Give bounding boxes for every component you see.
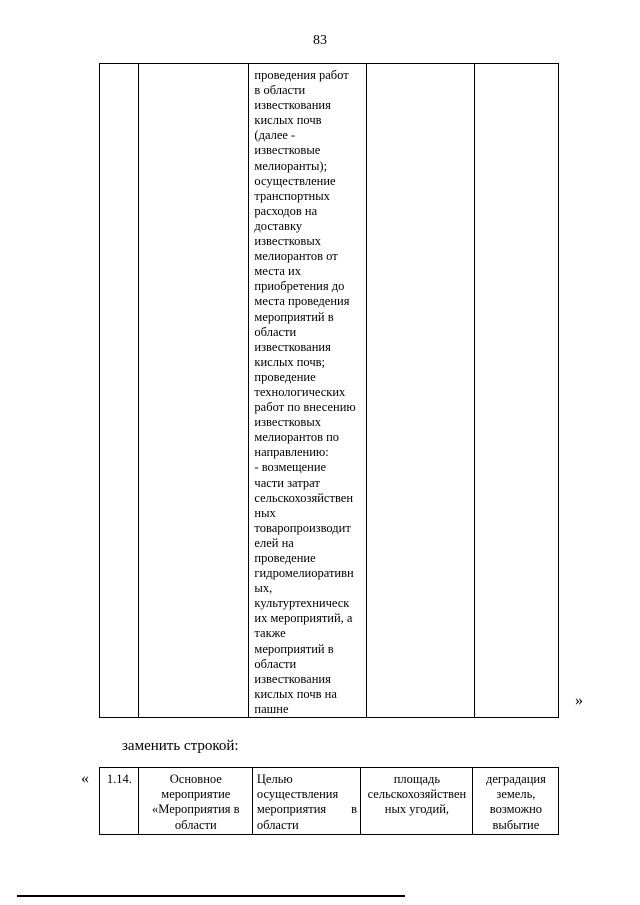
table-cell-indicator [361,768,473,835]
description-line: проведение [254,551,316,565]
table-cell-name [138,64,249,718]
description-line: ых, [254,581,273,596]
description-word: мероприятия [256,802,327,817]
indicator-line: сельскохозяйствен [367,787,467,802]
consequence-line: выбытие [492,817,540,832]
description-line: части затрат [254,475,320,490]
table-cell-consequence [475,64,559,718]
description-line: культуртехническ [254,596,350,611]
description-line: области [254,324,297,339]
table-cell-indicator [367,64,475,718]
description-line: Целью [256,772,293,786]
description-line: проведение [254,369,316,384]
description-line: доставку [254,218,303,233]
description-line: места их [254,264,301,279]
description-line: ных [254,505,276,520]
description-line: (далее - [254,128,296,143]
description-line: елей на [254,535,294,550]
table-cell-description [249,64,367,718]
table-cell-number [100,768,139,835]
table-row [100,768,559,835]
description-line: мелиорантов от [254,249,338,264]
table-cell-name [138,768,252,835]
description-line: известкования [254,671,331,686]
consequence-line: деградация [485,772,546,786]
description-line: мелиорантов по [254,430,340,445]
bottom-table-replacement [99,767,559,835]
description-line: - возмещение [254,460,327,475]
description-line: осуществления [256,787,339,802]
description-line: товаропроизводит [254,520,351,535]
name-line: Основное [169,772,222,786]
description-line: известковые [254,143,321,158]
description-line: расходов на [254,203,318,218]
description-line: области [256,817,299,832]
top-table-continuation [99,63,559,718]
description-line: известкования [254,98,331,113]
description-text [254,68,362,717]
description-line: кислых почв; [254,354,326,369]
indicator-line: ных угодий, [384,802,450,817]
consequence-line: возможно [489,802,543,817]
description-line: сельскохозяйствен [254,490,354,505]
description-line: осуществление [254,173,336,188]
description-line: транспортных [254,188,330,203]
description-line: мелиоранты); [254,158,328,173]
description-line: гидромелиоративн [254,566,354,581]
name-line: мероприятие [161,787,231,802]
description-line: мероприятий в [254,641,334,656]
description-line [257,802,357,817]
description-line: направлению: [254,445,329,460]
open-quote: « [81,770,89,787]
description-line: области [254,656,297,671]
description-line: кислых почв на [254,686,337,701]
description-line: известковых [254,415,321,430]
description-line: кислых почв [254,113,322,128]
description-line: технологических [254,384,346,399]
description-line: работ по внесению [254,400,356,415]
page-number: 83 [313,33,327,48]
description-line: известкования [254,339,331,354]
description-line: мероприятий в [254,309,334,324]
name-line: области [174,817,217,832]
row-number: 1.14. [106,772,132,786]
replace-instruction: заменить строкой: [122,738,239,754]
table-cell-consequence [472,768,558,835]
consequence-line: земель, [496,787,536,802]
description-line: их мероприятий, а [254,611,353,626]
indicator-line: площадь [393,772,441,786]
table-cell-description [252,768,360,835]
name-line: «Мероприятия в [152,802,240,817]
description-word: в [351,802,358,817]
description-line: в области [254,83,306,98]
footer-rule [17,895,405,897]
description-line: пашне [254,701,289,716]
table-row [100,64,559,718]
description-line: известковых [254,234,321,249]
description-line: места проведения [254,294,350,309]
description-line: проведения работ [254,68,349,82]
table-cell-number [100,64,139,718]
description-line: приобретения до [254,279,345,294]
description-line: также [254,626,286,641]
close-quote: » [575,692,583,709]
